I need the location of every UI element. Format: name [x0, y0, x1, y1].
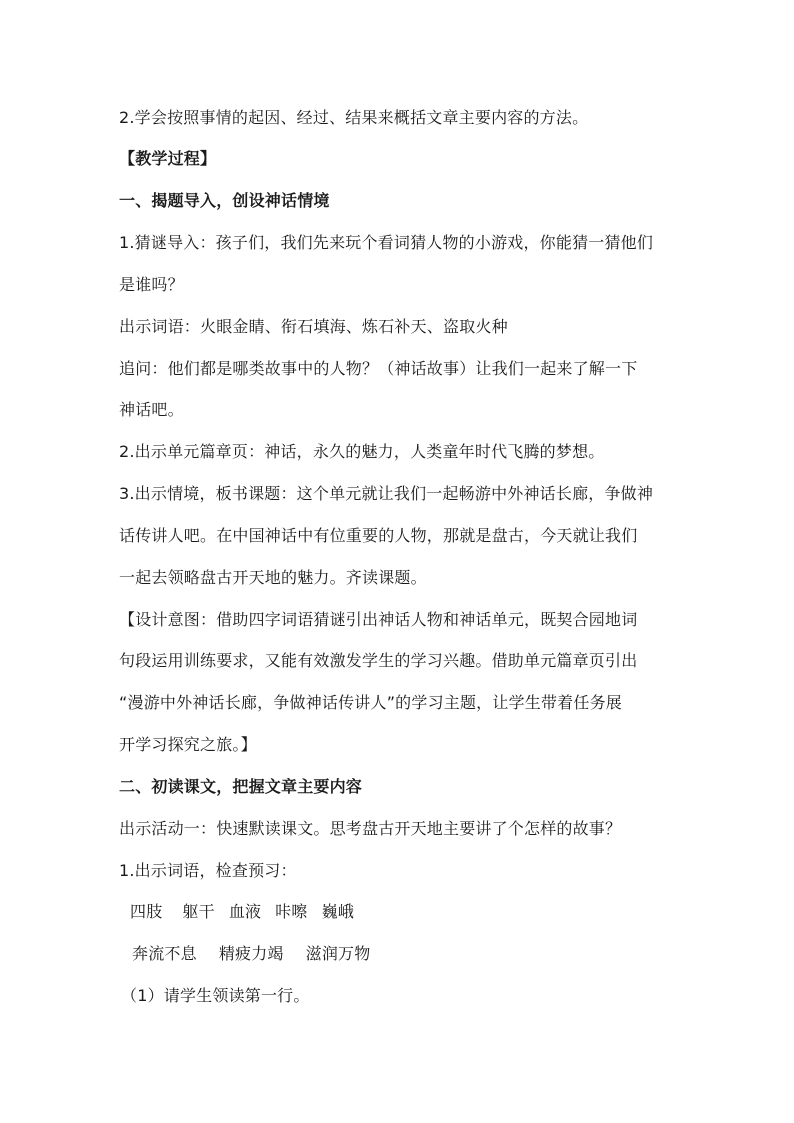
paragraph-unit-page: 2.出示单元篇章页：神话，永久的魅力，人类童年时代飞腾的梦想。: [119, 442, 605, 461]
vocab-word: 滋润万物: [305, 944, 371, 963]
section-2-title: 二、初读课文，把握文章主要内容: [119, 777, 363, 796]
design-intent-line-3: “漫游中外神话长廊，争做神话传讲人”的学习主题，让学生带着任务展: [119, 693, 622, 712]
paragraph-context-line-3: 一起去领略盘古开天地的魅力。齐读课题。: [119, 568, 427, 587]
paragraph-follow-up-line-2: 神话吧。: [119, 400, 184, 419]
paragraph-riddle-line-1: 1.猜谜导入：孩子们，我们先来玩个看词猜人物的小游戏，你能猜一猜他们: [119, 233, 654, 252]
vocab-word: 血液: [228, 902, 262, 921]
design-intent-line-2: 句段运用训练要求，又能有效激发学生的学习兴趣。借助单元篇章页引出: [119, 651, 638, 670]
activity-1: 出示活动一：快速默读课文。思考盘古开天地主要讲了个怎样的故事？: [119, 819, 622, 838]
teaching-process-heading: 【教学过程】: [119, 149, 217, 168]
paragraph-show-words: 出示词语：火眼金睛、衔石填海、炼石补天、盗取火种: [119, 317, 508, 336]
vocab-word: 躯干: [182, 902, 215, 921]
vocab-row-2: [132, 944, 370, 964]
vocab-row-1: [130, 902, 354, 922]
vocab-word: 精疲力竭: [218, 944, 284, 963]
vocab-word: 四肢: [130, 902, 163, 921]
section-1-title: 一、揭题导入，创设神话情境: [119, 191, 330, 210]
vocab-word: 咔嚓: [275, 902, 308, 921]
paragraph-context-line-2: 话传讲人吧。在中国神话中有位重要的人物，那就是盘古，今天就让我们: [119, 526, 638, 545]
paragraph-follow-up-line-1: 追问：他们都是哪类故事中的人物？（神话故事）让我们一起来了解一下: [119, 359, 638, 378]
paragraph-lead-reading: （1）请学生领读第一行。: [121, 986, 310, 1005]
vocab-word: 奔流不息: [132, 944, 197, 963]
paragraph-riddle-line-2: 是谁吗？: [119, 275, 184, 294]
design-intent-line-1: 【设计意图：借助四字词语猜谜引出神话人物和神话单元，既契合园地词: [119, 610, 638, 629]
paragraph-show-vocab: 1.出示词语，检查预习：: [119, 861, 297, 880]
vocab-word: 巍峨: [321, 902, 355, 921]
objective-2: 2.学会按照事情的起因、经过、结果来概括文章主要内容的方法。: [119, 108, 589, 127]
design-intent-line-4: 开学习探究之旅。】: [119, 735, 257, 754]
paragraph-context-line-1: 3.出示情境，板书课题：这个单元就让我们一起畅游中外神话长廊，争做神: [119, 484, 654, 503]
